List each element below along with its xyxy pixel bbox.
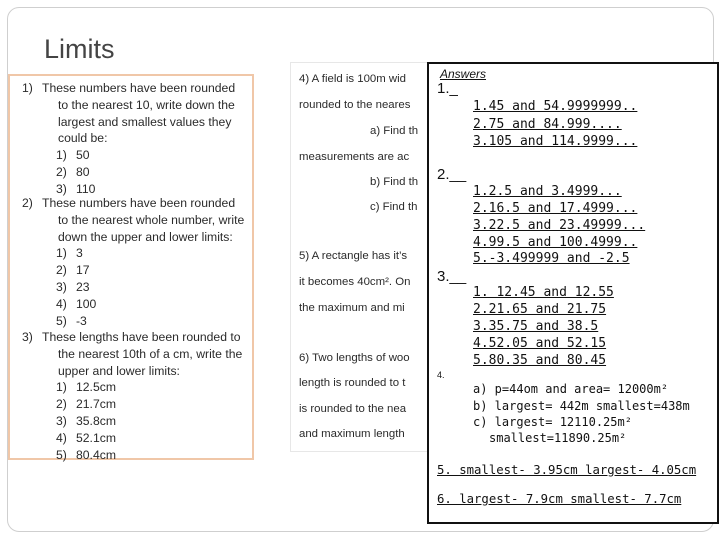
- list-item: 2) 80: [56, 165, 90, 179]
- answer-line: 5.-3.499999 and -2.5: [473, 251, 630, 266]
- list-item: 3) 23: [56, 280, 90, 294]
- answer-line: 2.21.65 and 21.75: [473, 302, 607, 317]
- list-item: 5) -3: [56, 314, 87, 328]
- list-item: 3) 110: [56, 182, 96, 196]
- question-text-line: 5) A rectangle has it’s: [299, 250, 408, 262]
- question-text-line: 4) A field is 100m wid: [299, 73, 406, 85]
- answer-line: 5.80.35 and 80.45: [473, 353, 607, 368]
- list-item: 1) 12.5cm: [56, 380, 116, 394]
- question-text-line: the nearest 10th of a cm, write the: [58, 346, 243, 361]
- list-item: 4) 52.1cm: [56, 431, 116, 445]
- question-text-line: is rounded to the nea: [299, 403, 407, 415]
- answer-line: 4.52.05 and 52.15: [473, 336, 607, 351]
- answer-line: b) largest= 442m smallest=438m: [473, 399, 690, 413]
- answer-line: 1.2.5 and 3.4999...: [473, 184, 622, 199]
- question-text-line: These numbers have been rounded: [42, 196, 236, 210]
- question-text-line: length is rounded to t: [299, 377, 406, 389]
- answer-line: 3.22.5 and 23.49999...: [473, 218, 646, 233]
- question-text-line: could be:: [58, 131, 108, 146]
- answer-6: 6. largest- 7.9cm smallest- 7.7cm: [437, 492, 682, 506]
- answer-4-label: 4.: [437, 370, 445, 380]
- question-number: 1): [22, 81, 33, 95]
- question-text-line: and maximum length: [299, 428, 405, 440]
- answers-panel: [427, 62, 719, 524]
- question-text-line: down the upper and lower limits:: [58, 229, 233, 244]
- answer-line: 1. 12.45 and 12.55: [473, 285, 614, 300]
- question-text-line: largest and smallest values they: [58, 114, 232, 129]
- answer-1-label: 1._: [437, 80, 458, 97]
- question-number: 2): [22, 196, 33, 210]
- answers-title: Answers: [440, 67, 487, 81]
- list-item: 5) 80.4cm: [56, 448, 116, 462]
- list-item: 1) 50: [56, 148, 90, 162]
- question-text-line: it becomes 40cm². On: [299, 276, 411, 288]
- answer-line: 2.75 and 84.999....: [473, 117, 622, 132]
- question-text-line: b) Find th: [370, 176, 419, 188]
- list-item: 2) 17: [56, 263, 90, 277]
- question-text-line: a) Find th: [370, 125, 419, 137]
- answer-2-label: 2.__: [437, 166, 467, 183]
- answer-line: 2.16.5 and 17.4999...: [473, 201, 638, 216]
- question-text-line: measurements are ac: [299, 151, 410, 163]
- list-item: 1) 3: [56, 246, 83, 260]
- answer-line: 4.99.5 and 100.4999..: [473, 235, 638, 250]
- answer-5: 5. smallest- 3.95cm largest- 4.05cm: [437, 463, 697, 477]
- slide-title: Limits: [44, 34, 115, 64]
- answer-line: 1.45 and 54.9999999..: [473, 99, 638, 114]
- question-text-line: rounded to the neares: [299, 99, 411, 111]
- answer-3-label: 3.__: [437, 268, 467, 285]
- question-text-line: These lengths have been rounded to: [42, 330, 241, 344]
- answer-line: smallest=11890.25m²: [489, 431, 627, 445]
- question-text-line: to the nearest whole number, write: [58, 212, 245, 227]
- answer-line: a) p=44om and area= 12000m²: [473, 382, 669, 396]
- question-number: 3): [22, 330, 33, 344]
- list-item: 2) 21.7cm: [56, 397, 116, 411]
- answer-line: 3.35.75 and 38.5: [473, 319, 599, 334]
- question-text-line: to the nearest 10, write down the: [58, 97, 235, 112]
- list-item: 4) 100: [56, 297, 97, 311]
- answer-line: 3.105 and 114.9999...: [473, 134, 638, 149]
- question-text-line: These numbers have been rounded: [42, 81, 236, 95]
- question-text-line: upper and lower limits:: [58, 363, 180, 378]
- question-text-line: 6) Two lengths of woo: [299, 352, 410, 364]
- answer-line: c) largest= 12110.25m²: [473, 415, 632, 429]
- list-item: 3) 35.8cm: [56, 414, 116, 428]
- question-text-line: c) Find th: [370, 201, 418, 213]
- question-text-line: the maximum and mi: [299, 302, 405, 314]
